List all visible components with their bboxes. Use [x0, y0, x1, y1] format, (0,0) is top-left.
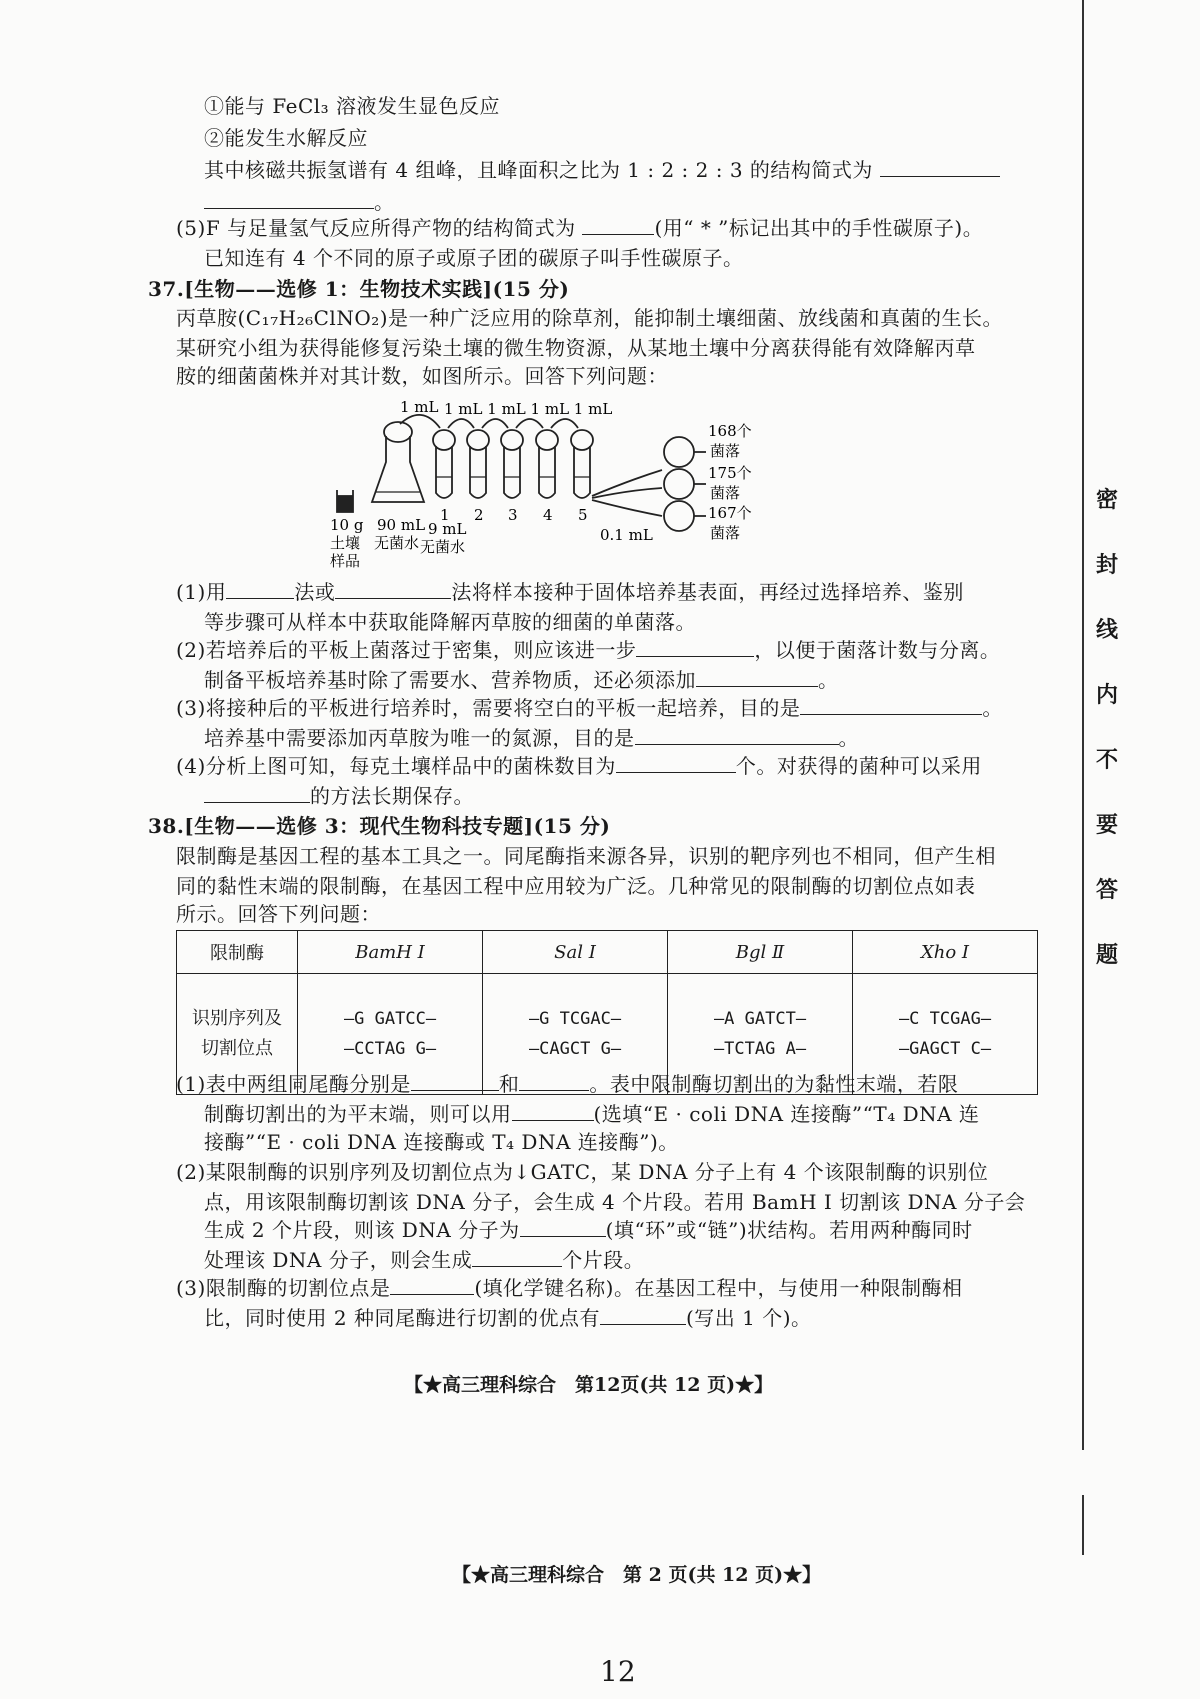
- tube-water-label-1: 9 mL: [428, 520, 467, 538]
- q37-part4-line1: [176, 752, 982, 780]
- answer-blank[interactable]: [520, 1216, 606, 1237]
- q37-intro-1: 丙草胺(C₁₇H₂₆ClNO₂)是一种广泛应用的除草剂，能抑制土壤细菌、放线菌和真菌的生长。: [176, 306, 1004, 330]
- q37-p1-text-c: 法将样本接种于固体培养基表面，再经过选择培养、鉴别: [451, 580, 964, 604]
- tube-water-label-2: 无菌水: [420, 538, 466, 556]
- q38-p1-text-e: (选填“E · coli DNA 连接酶”“T₄ DNA 连: [593, 1102, 980, 1126]
- sequence-bottom-strand: —GAGCT C—: [898, 1039, 992, 1059]
- q37-p4-text-a: (4)分析上图可知，每克土壤样品中的菌株数目为: [176, 754, 616, 778]
- sample-label-3: 样品: [330, 552, 361, 570]
- q37-part1-line1: [176, 578, 964, 606]
- q38-part3-line2: [204, 1304, 812, 1332]
- seal-char: 内: [1095, 682, 1118, 708]
- flask-stopper: [384, 422, 412, 442]
- q37-p1-text-b: 法或: [294, 580, 336, 604]
- footer-page-label-secondary: 【★高三理科综合 第 2 页(共 12 页)★】: [452, 1564, 822, 1586]
- q37-p3-text-a: (3)将接种后的平板进行培养时，需要将空白的平板一起培养，目的是: [176, 696, 801, 720]
- q38-part2-line3: [204, 1216, 973, 1244]
- seal-char: 答: [1095, 877, 1118, 903]
- answer-blank[interactable]: [204, 782, 310, 803]
- q37-part3-line2: [204, 724, 859, 752]
- q36-p5-text-a: (5)F 与足量氢气反应所得产物的结构简式为: [176, 216, 576, 240]
- page-number: 12: [600, 1655, 636, 1688]
- answer-blank[interactable]: [800, 694, 982, 715]
- answer-blank[interactable]: [636, 636, 754, 657]
- sequence-top-strand: —C TCGAG—: [898, 1009, 992, 1029]
- q38-p1-text-c: 。表中限制酶切割出的为黏性末端，若限: [589, 1072, 959, 1096]
- soil-sample-shape: [338, 496, 352, 511]
- enzyme-name-xhoi: Xho Ⅰ: [853, 931, 1038, 974]
- plating-volume-label: 0.1 mL: [600, 526, 653, 544]
- transfer-label-rest: 1 mL 1 mL 1 mL 1 mL: [444, 400, 613, 418]
- q36-p5-note: 已知连有 4 个不同的原子或原子团的碳原子叫手性碳原子。: [204, 246, 744, 270]
- enzyme-name-bglii: Bgl Ⅱ: [668, 931, 853, 974]
- sequence-top-strand: —G GATCC—: [343, 1009, 437, 1029]
- period: 。: [818, 668, 839, 692]
- seal-char: 封: [1095, 552, 1118, 578]
- row-label-line-1: 识别序列及: [192, 1008, 282, 1029]
- q36-condition-2: ②能发生水解反应: [204, 126, 368, 150]
- enzyme-name-sali: Sal Ⅰ: [483, 931, 668, 974]
- sequence-top-strand: —G TCGAC—: [528, 1009, 622, 1029]
- tube-number-3: 3: [508, 506, 518, 524]
- q38-intro-1: 限制酶是基因工程的基本工具之一。同尾酶指来源各异，识别的靶序列也不相同，但产生相: [176, 844, 996, 868]
- footer-page-label: 【★高三理科综合 第12页(共 12 页)★】: [404, 1374, 774, 1396]
- q38-part1-line2: [204, 1100, 979, 1128]
- q37-intro-3: 胺的细菌菌株并对其计数，如图所示。回答下列问题：: [176, 364, 668, 388]
- seal-char: 要: [1095, 812, 1118, 838]
- q37-p2-text-a: (2)若培养后的平板上菌落过于密集，则应该进一步: [176, 638, 637, 662]
- sample-label-2: 土壤: [330, 534, 361, 552]
- plate-2-count: 175个: [708, 464, 752, 482]
- answer-blank[interactable]: [472, 1246, 562, 1267]
- answer-blank[interactable]: [390, 1274, 474, 1295]
- q38-title: 38.[生物——选修 3：现代生物科技专题](15 分): [148, 814, 611, 838]
- tube-number-5: 5: [578, 506, 588, 524]
- q37-p4-text-b: 个。对获得的菌种可以采用: [735, 754, 982, 778]
- q38-p3-text-d: (写出 1 个)。: [685, 1306, 812, 1330]
- q37-p3-text-c: 培养基中需要添加丙草胺为唯一的氮源，目的是: [204, 726, 635, 750]
- answer-blank[interactable]: [600, 1304, 686, 1325]
- q37-part2-line1: [176, 636, 1000, 664]
- q38-p1-text-b: 和: [498, 1072, 520, 1096]
- q38-p3-text-c: 比，同时使用 2 种同尾酶进行切割的优点有: [204, 1306, 600, 1330]
- sequence-bottom-strand: —CCTAG G—: [343, 1039, 437, 1059]
- sample-label-1: 10 g: [330, 516, 364, 534]
- plate-3-count: 167个: [708, 504, 752, 522]
- q38-p2-text-e: 处理该 DNA 分子，则会生成: [204, 1248, 473, 1272]
- q36-p5-text-b: (用“ * ”标记出其中的手性碳原子)。: [654, 216, 984, 240]
- seal-char: 线: [1095, 617, 1118, 643]
- q38-part2-line2: 点，用该限制酶切割该 DNA 分子，会生成 4 个片段。若用 BamH Ⅰ 切割该 DNA 分子会: [204, 1190, 1026, 1214]
- seal-char: 不: [1095, 747, 1118, 773]
- flask-label-2: 无菌水: [374, 534, 420, 552]
- plate-1-count: 168个: [708, 422, 752, 440]
- answer-blank[interactable]: [512, 1100, 594, 1121]
- q38-p2-text-d: (填“环”或“链”)状结构。若用两种酶同时: [605, 1218, 973, 1242]
- transfer-label-first: 1 mL: [400, 398, 439, 416]
- q38-intro-3: 所示。回答下列问题：: [176, 902, 381, 926]
- period: 。: [982, 696, 1003, 720]
- tube-number-2: 2: [474, 506, 484, 524]
- q36-nmr-text: 其中核磁共振氢谱有 4 组峰，且峰面积之比为 1 : 2 : 2 : 3 的结构简式为: [204, 158, 873, 182]
- serial-dilution-figure: [0, 0, 1200, 600]
- q36-condition-1: ①能与 FeCl₃ 溶液发生显色反应: [204, 94, 501, 118]
- flask-label-1: 90 mL: [377, 516, 426, 534]
- answer-blank[interactable]: [635, 724, 839, 745]
- enzyme-name-bamhi: BamH Ⅰ: [298, 931, 483, 974]
- answer-blank[interactable]: [696, 666, 818, 687]
- answer-blank[interactable]: [411, 1070, 499, 1091]
- answer-blank[interactable]: [226, 578, 294, 599]
- sequence-bottom-strand: —CAGCT G—: [528, 1039, 622, 1059]
- q37-part2-line2: [204, 666, 839, 694]
- q37-p4-text-c: 的方法长期保存。: [310, 784, 474, 808]
- answer-blank[interactable]: [519, 1070, 589, 1091]
- answer-blank[interactable]: [616, 752, 736, 773]
- period: 。: [374, 190, 395, 214]
- q38-intro-2: 同的黏性末端的限制酶，在基因工程中应用较为广泛。几种常见的限制酶的切割位点如表: [176, 874, 976, 898]
- sequence-bottom-strand: —TCTAG A—: [713, 1039, 807, 1059]
- plate-2-unit: 菌落: [710, 484, 741, 502]
- q38-p1-text-d: 制酶切割出的为平末端，则可以用: [204, 1102, 512, 1126]
- seal-line: [1082, 0, 1084, 1450]
- q37-title: 37.[生物——选修 1：生物技术实践](15 分): [148, 277, 570, 301]
- q38-p2-text-c: 生成 2 个片段，则该 DNA 分子为: [204, 1218, 520, 1242]
- plate-1-unit: 菌落: [710, 442, 741, 460]
- table-header-row: [177, 931, 1038, 974]
- q37-p2-text-c: 制备平板培养基时除了需要水、营养物质，还必须添加: [204, 668, 696, 692]
- seal-line-lower: [1082, 1495, 1084, 1555]
- answer-blank[interactable]: [335, 578, 451, 599]
- seal-char: 题: [1095, 942, 1118, 968]
- sequence-top-strand: —A GATCT—: [713, 1009, 807, 1029]
- seal-char: 密: [1095, 487, 1118, 513]
- q37-part3-line1: [176, 694, 1003, 722]
- row-label-line-2: 切割位点: [201, 1038, 273, 1059]
- q38-p1-text-a: (1)表中两组同尾酶分别是: [176, 1072, 411, 1096]
- tube-number-4: 4: [543, 506, 553, 524]
- q38-p3-text-a: (3)限制酶的切割位点是: [176, 1276, 391, 1300]
- q37-p1-text-a: (1)用: [176, 580, 227, 604]
- q37-part4-line2: [204, 782, 474, 810]
- q38-part3-line1: [176, 1274, 962, 1302]
- q37-part1-line2: 等步骤可从样本中获取能降解丙草胺的细菌的单菌落。: [204, 610, 696, 634]
- plate-3-unit: 菌落: [710, 524, 741, 542]
- tube-number-1: 1: [440, 506, 450, 524]
- q38-part2-line1: (2)某限制酶的识别序列及切割位点为↓GATC，某 DNA 分子上有 4 个该限制酶的识别位: [176, 1160, 989, 1184]
- q38-p3-text-b: (填化学键名称)。在基因工程中，与使用一种限制酶相: [474, 1276, 963, 1300]
- q38-part1-line1: [176, 1070, 958, 1098]
- q37-p2-text-b: ，以便于菌落计数与分离。: [754, 638, 1001, 662]
- q38-p2-text-f: 个片段。: [562, 1248, 645, 1272]
- q38-part1-line3: 接酶”“E · coli DNA 连接酶或 T₄ DNA 连接酶”)。: [204, 1130, 679, 1154]
- q38-part2-line4: [204, 1246, 644, 1274]
- q37-intro-2: 某研究小组为获得能修复污染土壤的微生物资源，从某地土壤中分离获得能有效降解丙草: [176, 336, 976, 360]
- table-header-cell: 限制酶: [177, 931, 298, 974]
- period: 。: [838, 726, 859, 750]
- tube-group: [433, 430, 593, 498]
